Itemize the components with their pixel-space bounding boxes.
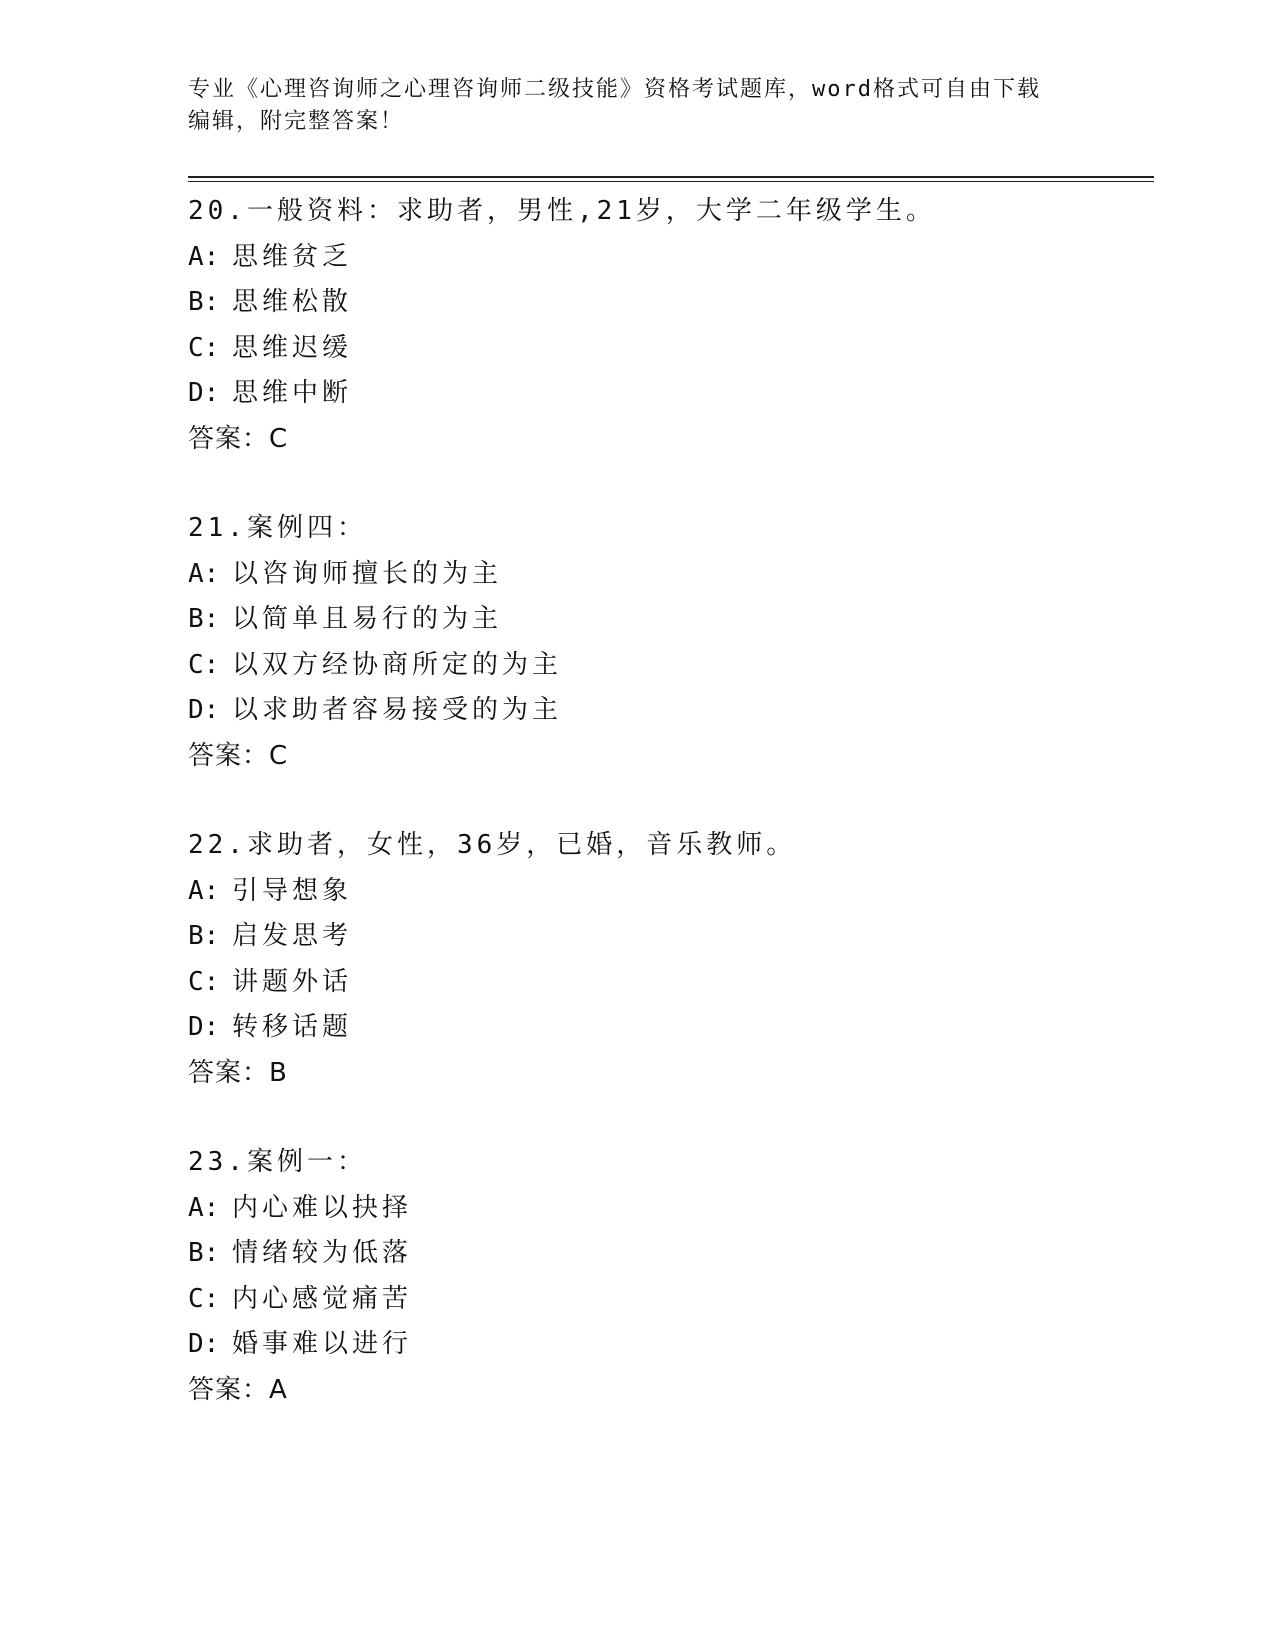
question-block xyxy=(188,823,1148,1096)
option-letter: C: xyxy=(188,332,220,363)
question-block xyxy=(188,1140,1148,1413)
option-letter: C: xyxy=(188,649,220,680)
option-text: 讲题外话 xyxy=(232,966,353,997)
option-c xyxy=(188,643,1148,689)
option-letter: D: xyxy=(188,378,220,408)
option-a xyxy=(188,552,1148,598)
option-b xyxy=(188,914,1148,960)
option-letter: B: xyxy=(188,287,220,317)
option-letter: B: xyxy=(188,604,220,634)
option-text: 情绪较为低落 xyxy=(232,1238,413,1268)
option-text: 内心感觉痛苦 xyxy=(232,1283,413,1314)
option-text: 以双方经协商所定的为主 xyxy=(232,649,563,680)
option-letter: B: xyxy=(188,921,220,951)
question-block xyxy=(188,506,1148,779)
option-text: 思维迟缓 xyxy=(232,332,353,363)
option-c xyxy=(188,326,1148,372)
option-c xyxy=(188,960,1148,1006)
option-letter: A: xyxy=(188,875,220,906)
answer-line: 答案：A xyxy=(188,1374,288,1405)
question-stem: 22.求助者，女性，36岁，已婚，音乐教师。 xyxy=(188,830,797,860)
option-c xyxy=(188,1277,1148,1323)
option-letter: D: xyxy=(188,695,220,725)
option-letter: D: xyxy=(188,1012,220,1042)
question-stem: 21.案例四： xyxy=(188,513,367,543)
option-b xyxy=(188,597,1148,643)
question-stem: 20.一般资料：求助者，男性,21岁，大学二年级学生。 xyxy=(188,196,936,226)
option-a xyxy=(188,1186,1148,1232)
header-divider-thick xyxy=(188,176,1154,178)
option-text: 以咨询师擅长的为主 xyxy=(232,558,503,589)
option-a xyxy=(188,235,1148,281)
option-letter: D: xyxy=(188,1329,220,1359)
header-line-1: 专业《心理咨询师之心理咨询师二级技能》资格考试题库，word格式可自由下载 xyxy=(188,77,1041,102)
option-letter: B: xyxy=(188,1238,220,1268)
answer-line: 答案：C xyxy=(188,740,289,771)
option-d xyxy=(188,688,1148,734)
question-block xyxy=(188,189,1148,462)
option-text: 以求助者容易接受的为主 xyxy=(232,695,563,725)
document-header xyxy=(188,74,1088,138)
option-letter: C: xyxy=(188,966,220,997)
option-letter: A: xyxy=(188,241,220,272)
option-letter: C: xyxy=(188,1283,220,1314)
header-line-2: 编辑，附完整答案！ xyxy=(188,109,405,134)
option-text: 内心难以抉择 xyxy=(232,1192,413,1223)
option-b xyxy=(188,1231,1148,1277)
option-d xyxy=(188,1322,1148,1368)
header-divider-thin xyxy=(188,181,1154,182)
answer-line: 答案：B xyxy=(188,1057,288,1088)
option-text: 启发思考 xyxy=(232,921,353,951)
option-text: 婚事难以进行 xyxy=(232,1329,413,1359)
option-text: 转移话题 xyxy=(232,1012,353,1042)
option-a xyxy=(188,869,1148,915)
answer-line: 答案：C xyxy=(188,423,289,454)
option-text: 思维松散 xyxy=(232,287,353,317)
option-text: 思维贫乏 xyxy=(232,241,353,272)
option-letter: A: xyxy=(188,1192,220,1223)
option-text: 引导想象 xyxy=(232,875,353,906)
option-d xyxy=(188,1005,1148,1051)
option-b xyxy=(188,280,1148,326)
option-d xyxy=(188,371,1148,417)
question-stem: 23.案例一： xyxy=(188,1147,367,1177)
option-letter: A: xyxy=(188,558,220,589)
option-text: 以简单且易行的为主 xyxy=(232,604,503,634)
option-text: 思维中断 xyxy=(232,378,353,408)
